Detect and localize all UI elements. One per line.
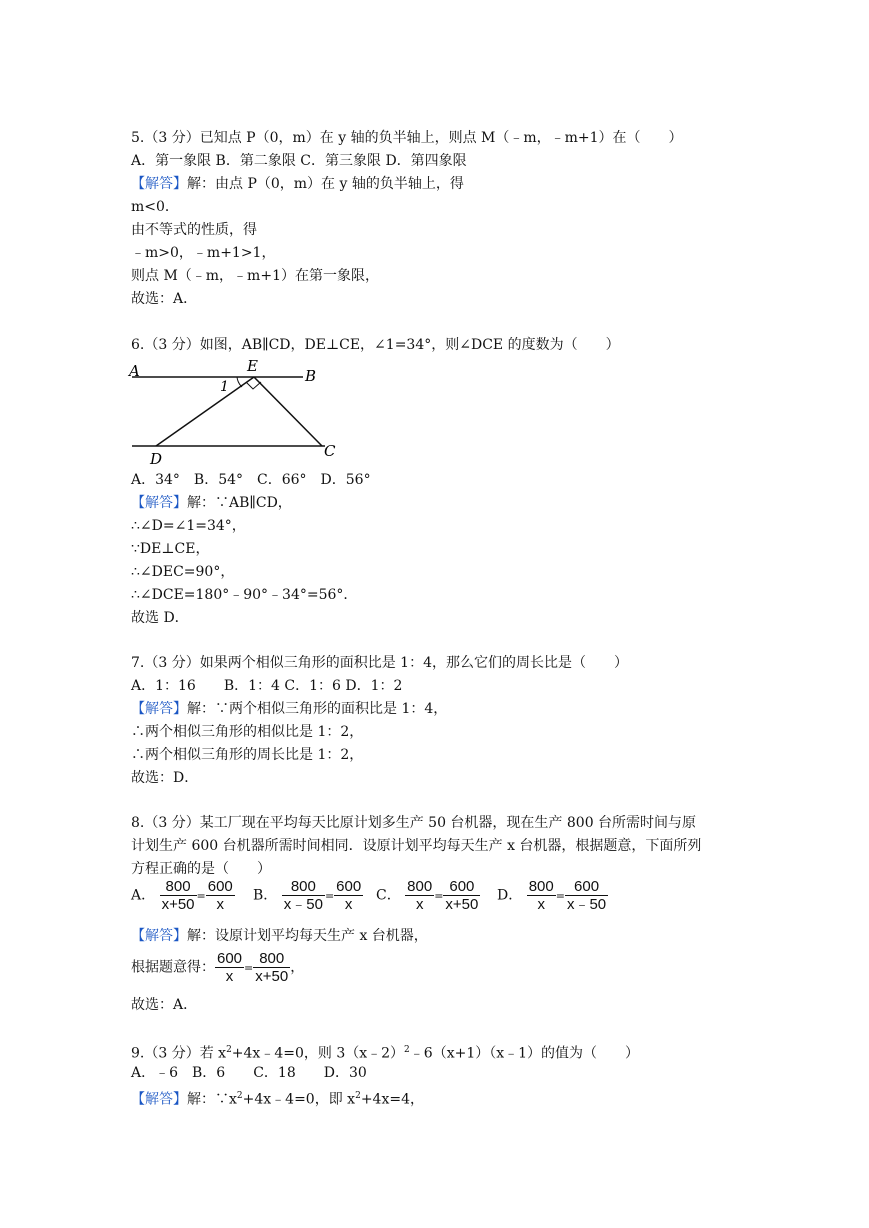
- q8-stem-line-2: 计划生产 600 台机器所需时间相同．设原计划平均每天生产 x 台机器，根据题意，下面所列: [131, 838, 702, 854]
- denominator: x+50: [445, 896, 479, 913]
- segment-de: [156, 377, 254, 446]
- q6-solution-line-5: ∴∠DCE=180°﹣90°﹣34°=56°．: [131, 587, 358, 603]
- q8-option-c: [376, 878, 480, 913]
- stem-part: ﹣6（x+1）（x﹣1）的值为（ ）: [409, 1045, 640, 1062]
- segment-ec: [254, 377, 322, 446]
- sol-prefix: 根据题意得：: [131, 959, 215, 976]
- label-d: D: [150, 450, 163, 468]
- q8-solution-line-3: 故选：A．: [131, 997, 198, 1013]
- q6-solution-line-2: ∴∠D=∠1=34°，: [131, 518, 246, 534]
- q8-solution-line-1: [131, 926, 428, 946]
- equals-sign: =: [196, 889, 206, 903]
- fraction: [443, 878, 480, 913]
- label-e: E: [247, 358, 258, 375]
- q8-option-a: [131, 878, 235, 913]
- stem-part: +4x﹣4=0，则 3（x﹣2）: [231, 1045, 405, 1062]
- fraction: [215, 950, 244, 985]
- q5-solution-line-2: m<0．: [131, 199, 179, 215]
- option-label: D．: [497, 887, 523, 904]
- q5-stem: 5.（3 分）已知点 P（0，m）在 y 轴的负半轴上，则点 M（﹣m，﹣m+1）在（ ）: [131, 130, 683, 146]
- q8-option-d: [497, 878, 608, 913]
- numerator: 800: [253, 950, 290, 968]
- label-a: A: [129, 362, 140, 380]
- label-b: B: [305, 367, 317, 385]
- denominator: x: [216, 896, 225, 913]
- fraction: [405, 878, 434, 913]
- sol-part: 解：∵x: [187, 1091, 237, 1108]
- exponent: 2: [226, 1045, 232, 1055]
- equals-sign: =: [555, 889, 565, 903]
- denominator: x+50: [161, 896, 195, 913]
- q8-stem-line-3: 方程正确的是（ ）: [131, 861, 271, 877]
- answer-tag: 【解答】: [131, 928, 187, 944]
- q8-sol-text: 解：设原计划平均每天生产 x 台机器，: [187, 928, 428, 944]
- numerator: 600: [443, 878, 480, 896]
- sol-part: +4x﹣4=0，即 x: [242, 1091, 356, 1108]
- q9-solution-line-1: [131, 1086, 424, 1110]
- q5-solution-line-6: 故选：A．: [131, 291, 198, 307]
- q6-geometry-figure: [125, 358, 340, 468]
- numerator: 600: [565, 878, 608, 896]
- q5-solution-line-1: [131, 174, 464, 194]
- stem-part: 9.（3 分）若 x: [131, 1045, 227, 1062]
- q6-options: A．34° B．54° C．66° D．56°: [131, 472, 371, 488]
- answer-tag: 【解答】: [131, 701, 187, 717]
- q7-solution-line-1: [131, 699, 447, 719]
- sol-suffix: ，: [290, 959, 305, 976]
- answer-tag: 【解答】: [131, 1091, 187, 1108]
- q5-sol-text: 解：由点 P（0，m）在 y 轴的负半轴上，得: [187, 176, 464, 192]
- answer-tag: 【解答】: [131, 495, 187, 511]
- q5-solution-line-4: ﹣m>0，﹣m+1>1，: [131, 245, 276, 261]
- q6-solution-line-6: 故选 D．: [131, 610, 189, 626]
- exponent: 2: [236, 1091, 243, 1101]
- fraction: [334, 878, 363, 913]
- equals-sign: =: [434, 889, 444, 903]
- q9-options: A．﹣6 B．6 C．18 D．30: [131, 1065, 367, 1081]
- exponent: 2: [355, 1091, 361, 1101]
- q7-solution-line-3: ∴两个相似三角形的周长比是 1：2，: [131, 747, 364, 763]
- option-label: B．: [253, 887, 278, 904]
- numerator: 800: [528, 878, 554, 895]
- fraction: [527, 878, 556, 913]
- q5-options: A．第一象限 B．第二象限 C．第三象限 D．第四象限: [131, 153, 467, 169]
- q9-stem: [131, 1040, 639, 1064]
- denominator: x+50: [255, 968, 289, 985]
- numerator: 600: [207, 878, 233, 895]
- q6-solution-line-1: [131, 493, 292, 513]
- q8-solution-line-2: [131, 950, 304, 985]
- option-label: A．: [131, 887, 156, 904]
- label-c: C: [324, 442, 336, 460]
- q6-stem: 6.（3 分）如图，AB∥CD，DE⊥CE，∠1=34°，则∠DCE 的度数为（ ）: [131, 337, 620, 353]
- exponent: 2: [404, 1045, 410, 1055]
- fraction: [253, 950, 290, 985]
- fraction: [206, 878, 235, 913]
- q7-options: A．1：16 B．1：4 C．1：6 D．1：2: [131, 678, 403, 694]
- fraction: [565, 878, 608, 913]
- denominator: x﹣50: [283, 896, 323, 913]
- denominator: x: [415, 896, 424, 913]
- denominator: x: [225, 968, 234, 985]
- q5-solution-line-3: 由不等式的性质，得: [131, 222, 257, 238]
- denominator: x: [344, 896, 353, 913]
- denominator: x﹣50: [566, 896, 607, 913]
- fraction: [282, 878, 325, 913]
- numerator: 800: [160, 878, 197, 896]
- numerator: 600: [336, 878, 362, 895]
- label-1: 1: [220, 379, 229, 395]
- q8-option-b: [253, 878, 363, 913]
- q7-solution-line-4: 故选：D．: [131, 770, 199, 786]
- right-angle-mark: [246, 382, 261, 389]
- q6-solution-line-3: ∵DE⊥CE，: [131, 541, 210, 557]
- q7-solution-line-2: ∴两个相似三角形的相似比是 1：2，: [131, 724, 364, 740]
- denominator: x: [537, 896, 545, 913]
- q5-solution-line-5: 则点 M（﹣m，﹣m+1）在第一象限，: [131, 268, 379, 284]
- numerator: 600: [217, 950, 243, 967]
- answer-tag: 【解答】: [131, 176, 187, 192]
- equals-sign: =: [244, 961, 254, 975]
- fraction: [160, 878, 197, 913]
- q8-stem-line-1: 8.（3 分）某工厂现在平均每天比原计划多生产 50 台机器，现在生产 800 台所需时间与原: [131, 815, 697, 831]
- sol-part: +4x=4，: [360, 1091, 424, 1108]
- option-label: C．: [376, 887, 401, 904]
- q7-stem: 7.（3 分）如果两个相似三角形的面积比是 1：4，那么它们的周长比是（ ）: [131, 655, 628, 671]
- equals-sign: =: [324, 889, 335, 903]
- q7-sol-text: 解：∵两个相似三角形的面积比是 1：4，: [187, 701, 448, 717]
- numerator: 800: [407, 878, 433, 895]
- numerator: 800: [282, 878, 325, 896]
- q6-sol-text: 解：∵AB∥CD，: [187, 495, 292, 511]
- q6-solution-line-4: ∴∠DEC=90°，: [131, 564, 235, 580]
